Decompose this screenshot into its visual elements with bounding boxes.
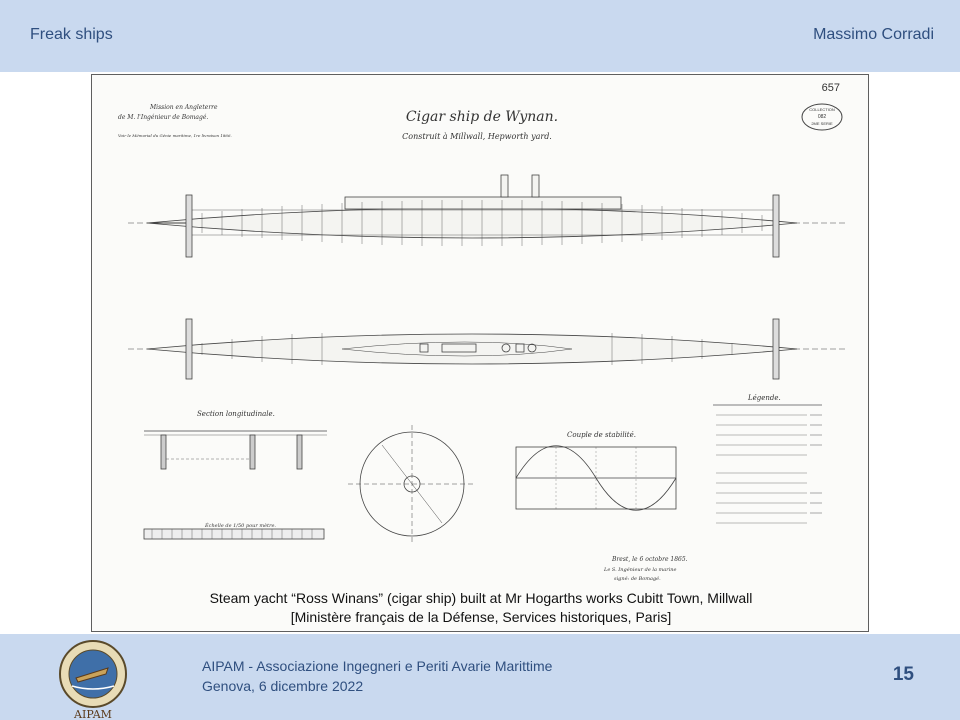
signature-line-3: signé: de Bomagé. bbox=[614, 576, 661, 582]
stamp-line-2: 082 bbox=[817, 114, 827, 120]
signature-line-2: Le S. Ingénieur de la marine bbox=[604, 567, 677, 573]
archive-stamp bbox=[802, 104, 842, 130]
footer-band bbox=[0, 634, 960, 720]
logo-text: AIPAM bbox=[74, 708, 112, 720]
plate-number: 657 bbox=[821, 82, 840, 94]
page-number: 15 bbox=[892, 664, 914, 685]
author-name: Massimo Corradi bbox=[813, 26, 934, 43]
stability-label: Couple de stabilité. bbox=[567, 431, 636, 439]
stamp-line-1: COLLECTION bbox=[809, 107, 835, 112]
legend-table bbox=[713, 405, 822, 523]
legend-label: Légende. bbox=[748, 394, 781, 402]
drawing-subtitle: Construit à Millwall, Hepworth yard. bbox=[402, 132, 552, 141]
presentation-title: Freak ships bbox=[30, 26, 113, 43]
signature-line-1: Brest, le 6 octobre 1865. bbox=[612, 556, 688, 563]
reference-line: Voir le Mémorial du Génie maritime, 1re livraison 1866. bbox=[118, 133, 232, 138]
aipam-logo bbox=[50, 638, 136, 720]
mission-line-2: de M. l'Ingénieur de Bomagé. bbox=[118, 114, 209, 121]
stability-curve bbox=[516, 446, 676, 511]
caption-line-1: Steam yacht “Ross Winans” (cigar ship) built at Mr Hogarths works Cubitt Town, Millwall bbox=[209, 590, 753, 606]
cross-section bbox=[348, 425, 476, 545]
hull-plan bbox=[128, 319, 847, 379]
mission-line-1: Mission en Angleterre bbox=[150, 104, 218, 111]
drawing-title: Cigar ship de Wynan. bbox=[405, 109, 559, 125]
hull-elevation bbox=[128, 175, 847, 257]
drawing-svg bbox=[92, 75, 870, 633]
caption-line-2: [Ministère français de la Défense, Services historiques, Paris] bbox=[290, 609, 672, 625]
event-date: Genova, 6 dicembre 2022 bbox=[202, 678, 364, 694]
technical-drawing bbox=[91, 74, 869, 632]
scale-label: Échelle de 1/50 pour mètre. bbox=[205, 523, 277, 529]
section-label: Section longitudinale. bbox=[197, 410, 275, 418]
association-name: AIPAM - Associazione Ingegneri e Periti Avarie Marittime bbox=[202, 658, 553, 674]
stamp-line-3: 2ME SERIE bbox=[811, 121, 833, 126]
